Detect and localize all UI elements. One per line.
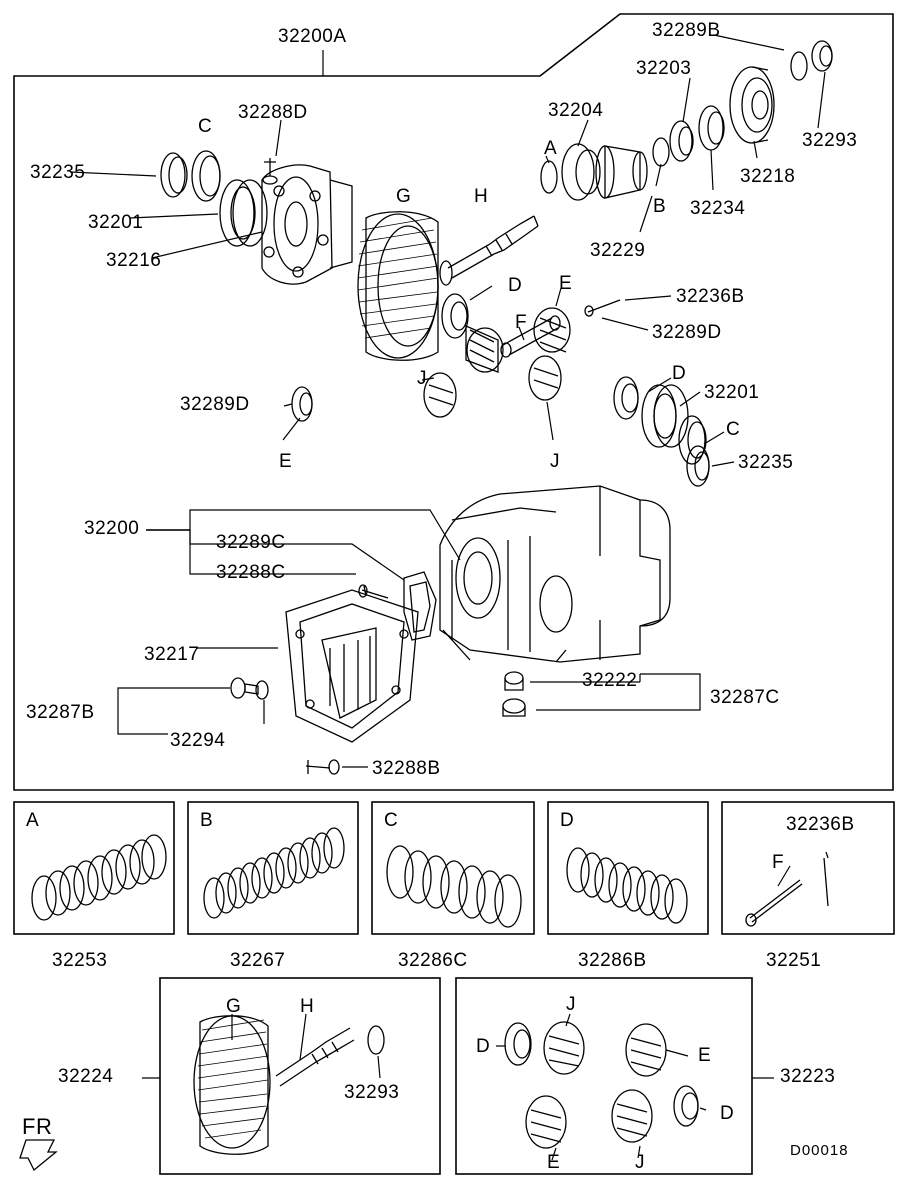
ref-letter-J-1: J xyxy=(417,368,427,389)
ref-letter-C-1: C xyxy=(198,116,213,137)
bottom-left-part-32224: 32224 xyxy=(58,1066,114,1087)
ref-letter-J-2: J xyxy=(550,451,560,472)
inset-letter-C: C xyxy=(384,810,399,831)
inset-part-32251: 32251 xyxy=(766,950,822,971)
label-32294: 32294 xyxy=(170,730,226,751)
ref-letter-E-1: E xyxy=(559,273,573,294)
label-32289D-right: 32289D xyxy=(652,322,722,343)
label-32288C: 32288C xyxy=(216,562,286,583)
ref-letter-D-1: D xyxy=(508,275,523,296)
ref-letter-E-2: E xyxy=(279,451,293,472)
inset-part-32267: 32267 xyxy=(230,950,286,971)
label-32234: 32234 xyxy=(690,198,746,219)
inset-letter-F: F xyxy=(772,852,785,873)
label-32218: 32218 xyxy=(740,166,796,187)
bottom-right-ref-D-right: D xyxy=(720,1103,735,1124)
ref-letter-C-2: C xyxy=(726,419,741,440)
ref-letter-G-1: G xyxy=(396,186,412,207)
label-32287C: 32287C xyxy=(710,687,780,708)
label-32229: 32229 xyxy=(590,240,646,261)
label-32235-right: 32235 xyxy=(738,452,794,473)
bottom-left-ref-G: G xyxy=(226,996,242,1017)
ref-letter-H-1: H xyxy=(474,186,489,207)
label-32289B: 32289B xyxy=(652,20,721,41)
label-32216: 32216 xyxy=(106,250,162,271)
inset-letter-B: B xyxy=(200,810,214,831)
label-32236B: 32236B xyxy=(676,286,745,307)
inset-part-32253: 32253 xyxy=(52,950,108,971)
bottom-right-ref-D-left: D xyxy=(476,1036,491,1057)
bottom-right-ref-E-bottom: E xyxy=(547,1152,561,1173)
label-32293: 32293 xyxy=(802,130,858,151)
ref-letter-A-1: A xyxy=(544,138,558,159)
figure-id: D00018 xyxy=(790,1142,849,1159)
label-32235: 32235 xyxy=(30,162,86,183)
bottom-right-part-32223: 32223 xyxy=(780,1066,836,1087)
label-32203: 32203 xyxy=(636,58,692,79)
inset-part-32286B: 32286B xyxy=(578,950,647,971)
bottom-right-ref-J-bottom: J xyxy=(635,1152,645,1173)
bottom-left-ref-H: H xyxy=(300,996,315,1017)
label-32200A: 32200A xyxy=(278,26,347,47)
label-32289D-left: 32289D xyxy=(180,394,250,415)
label-32201: 32201 xyxy=(88,212,144,233)
inset-label-32236B: 32236B xyxy=(786,814,855,835)
label-32222: 32222 xyxy=(582,670,638,691)
orientation-marker-fr: FR xyxy=(22,1114,53,1139)
bottom-left-part-32293: 32293 xyxy=(344,1082,400,1103)
label-32288D: 32288D xyxy=(238,102,308,123)
bottom-right-ref-E-right: E xyxy=(698,1045,712,1066)
bottom-right-ref-J-top: J xyxy=(566,994,576,1015)
label-32289C: 32289C xyxy=(216,532,286,553)
inset-part-32286C: 32286C xyxy=(398,950,468,971)
ref-letter-D-2: D xyxy=(672,363,687,384)
ref-letter-B-1: B xyxy=(653,196,667,217)
label-32204: 32204 xyxy=(548,100,604,121)
inset-letter-A: A xyxy=(26,810,40,831)
label-32217: 32217 xyxy=(144,644,200,665)
label-32201-right: 32201 xyxy=(704,382,760,403)
label-32287B: 32287B xyxy=(26,702,95,723)
label-32288B: 32288B xyxy=(372,758,441,779)
label-32200: 32200 xyxy=(84,518,140,539)
inset-letter-D: D xyxy=(560,810,575,831)
ref-letter-F-1: F xyxy=(515,312,528,333)
